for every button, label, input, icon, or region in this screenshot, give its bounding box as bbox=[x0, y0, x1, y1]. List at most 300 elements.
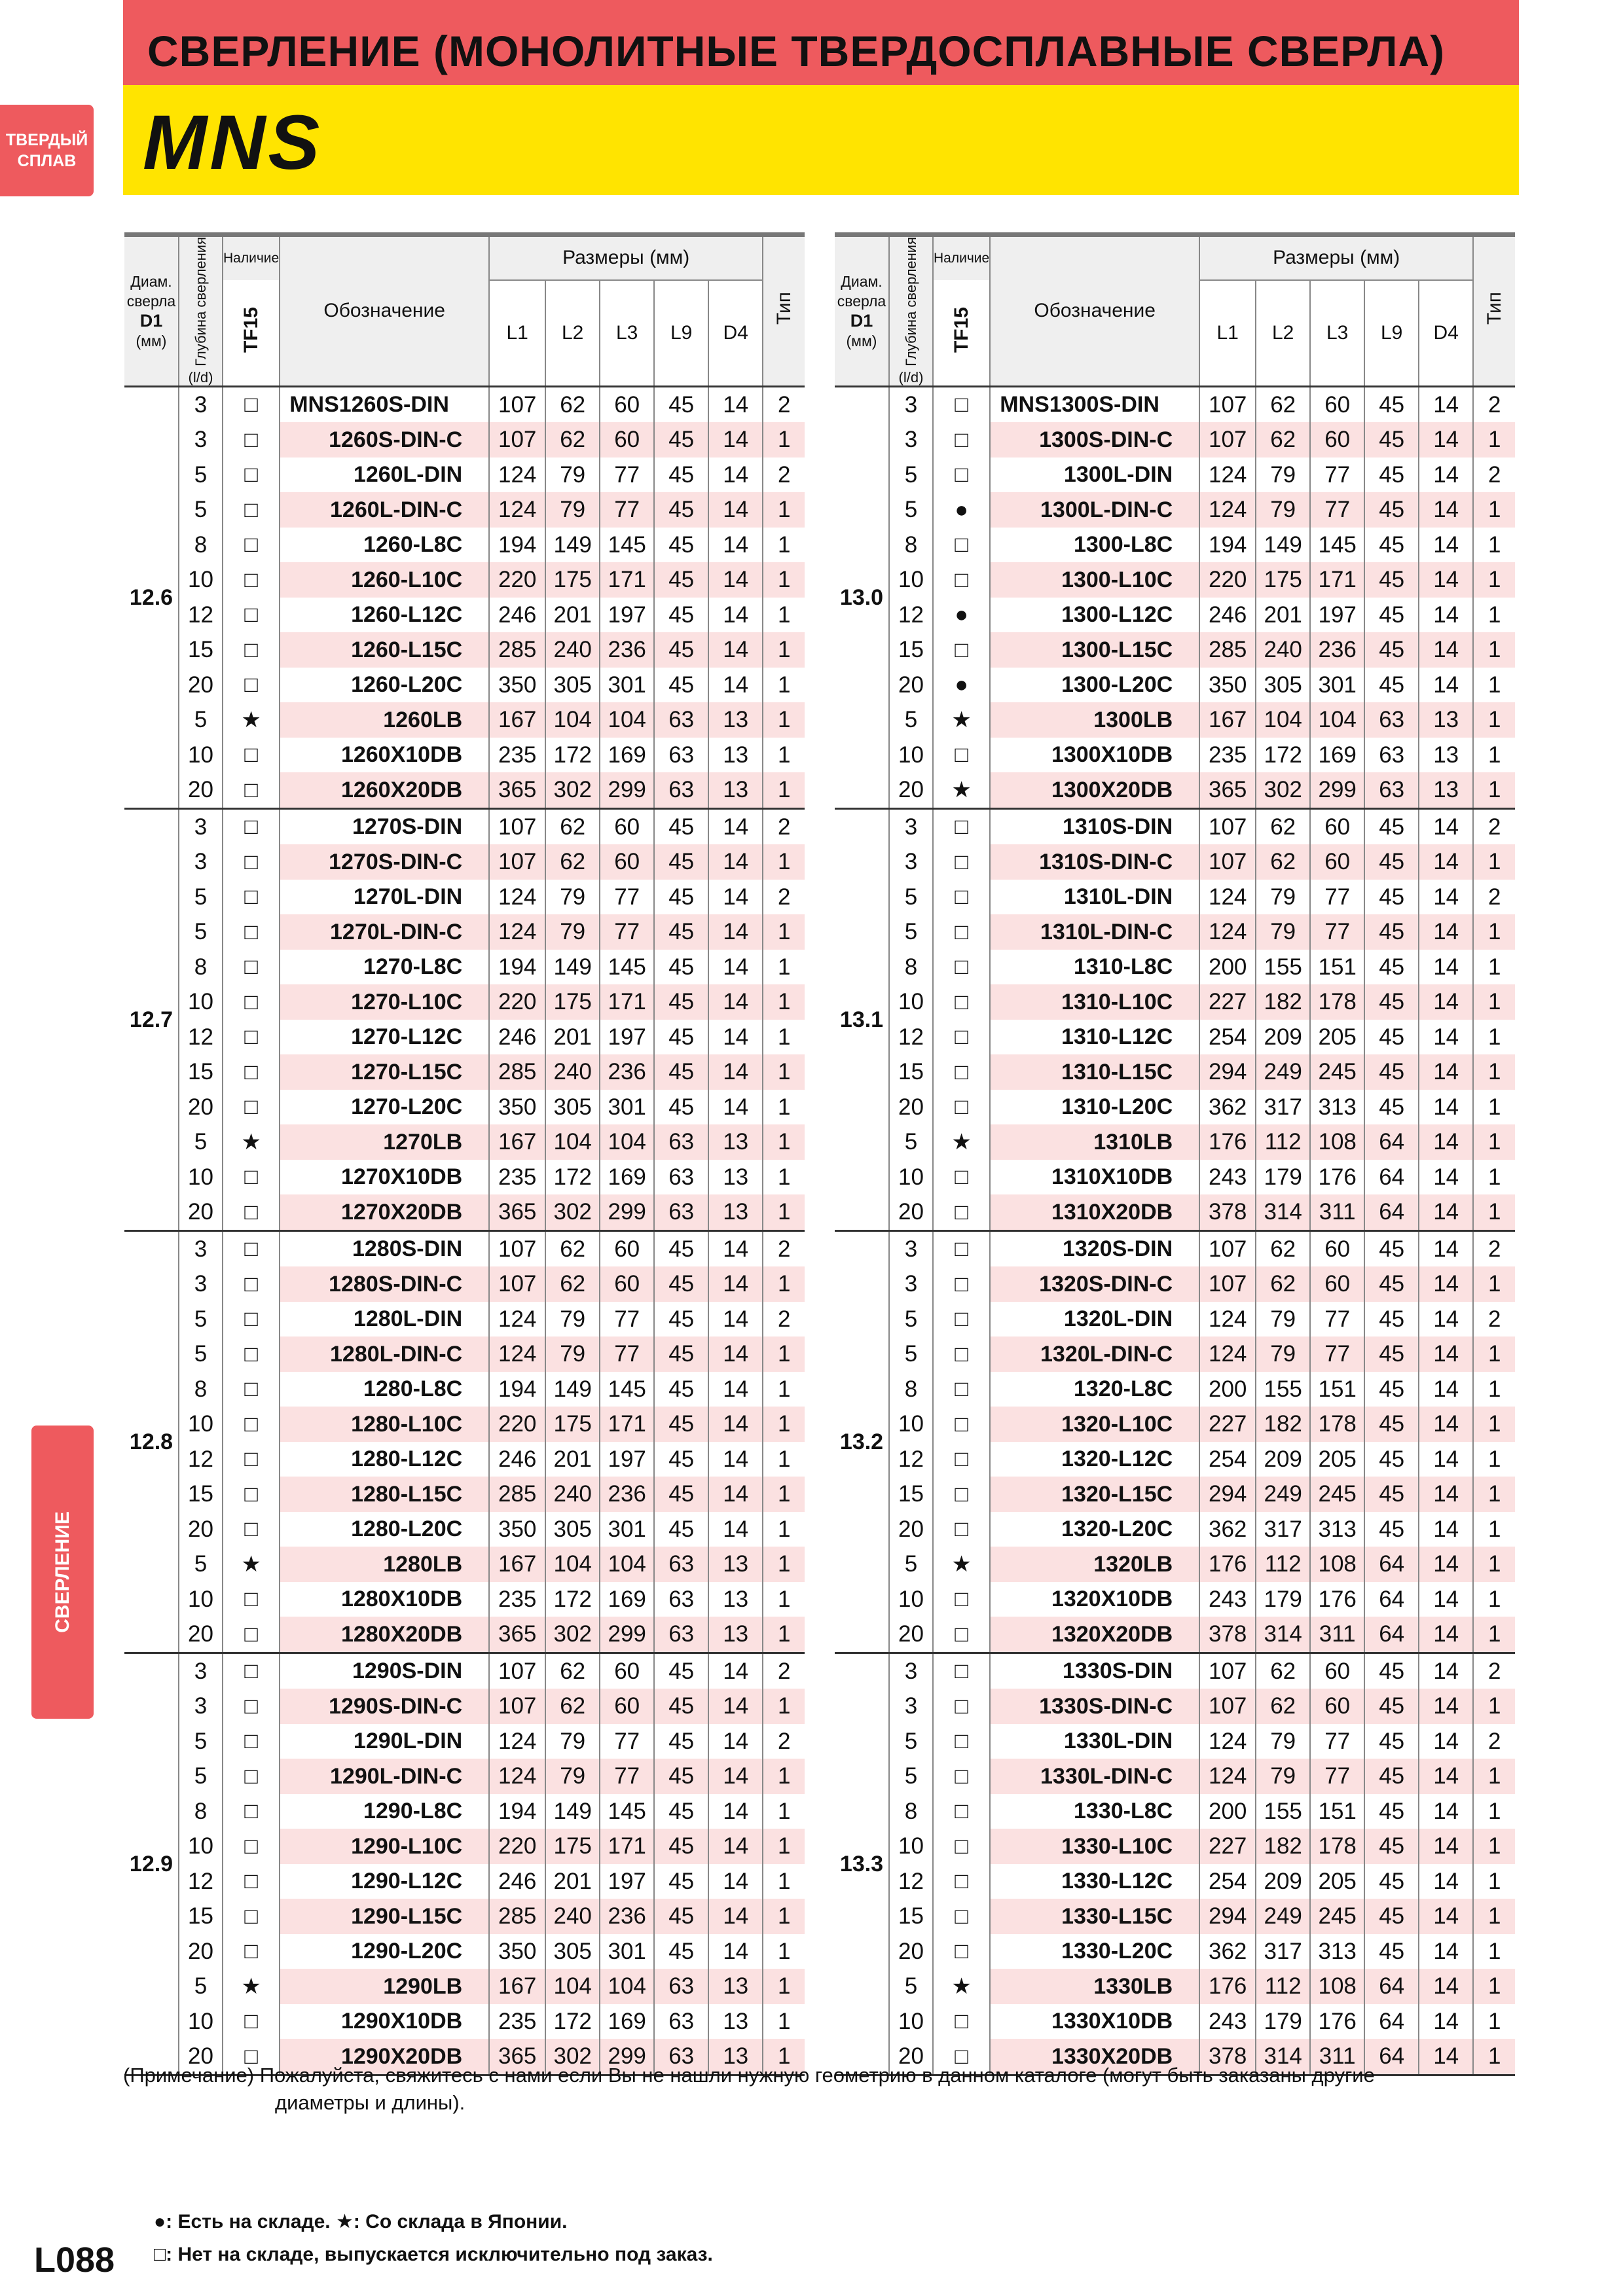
D4-cell: 14 bbox=[708, 1653, 763, 1689]
designation-cell: 1280-L8C bbox=[280, 1372, 489, 1407]
L2-cell: 62 bbox=[545, 1266, 600, 1302]
availability-cell: □ bbox=[933, 1336, 990, 1372]
L2-cell: 240 bbox=[545, 1899, 600, 1934]
depth-cell: 20 bbox=[889, 772, 933, 808]
diameter-cell: 13.1 bbox=[835, 808, 889, 1230]
type-cell: 1 bbox=[1473, 1829, 1515, 1864]
L3-cell: 313 bbox=[1310, 1090, 1364, 1125]
L2-cell: 314 bbox=[1256, 1194, 1310, 1230]
L2-cell: 209 bbox=[1256, 1864, 1310, 1899]
type-cell: 1 bbox=[1473, 1090, 1515, 1125]
L1-cell: 220 bbox=[1199, 562, 1256, 598]
D4-cell: 13 bbox=[1433, 742, 1459, 768]
L1-cell: 107 bbox=[1199, 386, 1256, 422]
D4-cell: 14 bbox=[723, 1868, 749, 1894]
depth-cell: 5 bbox=[889, 1547, 933, 1582]
L3-cell: 169 bbox=[600, 2004, 654, 2039]
D4-cell: 14 bbox=[723, 1376, 749, 1402]
D4-cell: 14 bbox=[1433, 1868, 1459, 1894]
table-row bbox=[124, 1442, 805, 1477]
D4-cell: 14 bbox=[1433, 1446, 1459, 1472]
L2-cell: 62 bbox=[545, 1230, 600, 1266]
L2-cell: 62 bbox=[1256, 808, 1310, 844]
availability-cell: □ bbox=[933, 1407, 990, 1442]
L1-cell: 124 bbox=[489, 492, 545, 528]
L3-cell: 245 bbox=[1310, 1477, 1364, 1512]
depth-cell: 3 bbox=[889, 1653, 933, 1689]
L2-cell: 79 bbox=[545, 492, 600, 528]
L2-cell: 172 bbox=[545, 2004, 600, 2039]
D4-cell: 14 bbox=[1433, 1798, 1459, 1824]
L2-cell: 179 bbox=[1256, 2004, 1310, 2039]
availability-cell: □ bbox=[933, 1759, 990, 1794]
depth-cell: 10 bbox=[179, 1582, 223, 1617]
L2-cell: 305 bbox=[545, 1934, 600, 1969]
designation-cell: 1280-L10C bbox=[280, 1407, 489, 1442]
L9-cell: 45 bbox=[654, 598, 708, 633]
table-row bbox=[124, 1759, 805, 1794]
type-cell: 1 bbox=[763, 1759, 805, 1794]
col-diameter bbox=[835, 235, 889, 387]
L2-cell: 62 bbox=[545, 386, 600, 422]
L9-cell: 45 bbox=[1364, 598, 1419, 633]
availability-cell: □ bbox=[223, 738, 280, 773]
designation-cell: 1300X20DB bbox=[990, 772, 1199, 808]
type-cell: 1 bbox=[763, 1442, 805, 1477]
L3-cell: 169 bbox=[600, 1160, 654, 1195]
depth-cell: 8 bbox=[179, 1372, 223, 1407]
availability-cell: □ bbox=[933, 1194, 990, 1230]
type-cell: 1 bbox=[763, 1054, 805, 1090]
L3-cell: 245 bbox=[1310, 1054, 1364, 1090]
col-type-label: Тип bbox=[1483, 292, 1505, 325]
L9-cell: 45 bbox=[654, 1653, 708, 1689]
col-depth bbox=[179, 235, 223, 387]
availability-cell: □ bbox=[933, 2039, 990, 2075]
L2-cell: 62 bbox=[545, 844, 600, 880]
side-tab-section[interactable] bbox=[31, 1426, 94, 1719]
L3-cell: 145 bbox=[600, 528, 654, 563]
depth-cell: 10 bbox=[889, 562, 933, 598]
designation-cell: 1330L-DIN-C bbox=[990, 1759, 1199, 1794]
L9-cell: 45 bbox=[654, 1336, 708, 1372]
D4-cell: 14 bbox=[708, 492, 763, 528]
availability-cell: □ bbox=[933, 1302, 990, 1337]
type-cell: 1 bbox=[763, 1582, 805, 1617]
col-L2 bbox=[1256, 280, 1310, 387]
L2-cell: 149 bbox=[545, 950, 600, 985]
table-row bbox=[124, 808, 805, 844]
depth-cell: 8 bbox=[179, 528, 223, 563]
table-row bbox=[124, 422, 805, 457]
L2-cell: 302 bbox=[545, 1194, 600, 1230]
D4-cell: 14 bbox=[723, 1306, 749, 1332]
type-cell: 1 bbox=[1473, 1582, 1515, 1617]
L2-cell: 209 bbox=[1256, 1442, 1310, 1477]
depth-cell: 10 bbox=[889, 2004, 933, 2039]
D4-cell: 14 bbox=[1433, 391, 1459, 418]
table-row bbox=[124, 1582, 805, 1617]
L9-cell: 63 bbox=[654, 1969, 708, 2004]
L1-cell: 107 bbox=[489, 1266, 545, 1302]
type-cell: 1 bbox=[763, 1160, 805, 1195]
L9-cell: 45 bbox=[1364, 1512, 1419, 1547]
L9-cell: 45 bbox=[1364, 1864, 1419, 1899]
L2-cell: 302 bbox=[545, 2039, 600, 2075]
L9-cell: 45 bbox=[654, 1054, 708, 1090]
depth-cell: 5 bbox=[179, 1336, 223, 1372]
type-cell: 1 bbox=[763, 1020, 805, 1055]
D4-cell: 14 bbox=[1433, 601, 1459, 628]
L1-cell: 365 bbox=[1199, 772, 1256, 808]
L3-cell: 151 bbox=[1310, 1794, 1364, 1829]
D4-cell: 13 bbox=[723, 1586, 749, 1612]
L2-cell: 249 bbox=[1256, 1054, 1310, 1090]
D4-cell: 14 bbox=[708, 422, 763, 457]
type-cell: 1 bbox=[763, 914, 805, 950]
L1-cell: 227 bbox=[1199, 1407, 1256, 1442]
designation-cell: 1260S-DIN-C bbox=[280, 422, 489, 457]
type-cell: 1 bbox=[1473, 1266, 1515, 1302]
designation-cell: 1330-L8C bbox=[990, 1794, 1199, 1829]
type-cell: 1 bbox=[763, 422, 805, 457]
L3-cell: 299 bbox=[600, 2039, 654, 2075]
availability-cell: □ bbox=[223, 1864, 280, 1899]
D4-cell: 14 bbox=[1419, 1969, 1473, 2004]
depth-cell: 20 bbox=[179, 1194, 223, 1230]
depth-cell: 5 bbox=[889, 457, 933, 493]
L3-cell: 197 bbox=[600, 1442, 654, 1477]
D4-cell: 14 bbox=[1419, 1477, 1473, 1512]
availability-cell: □ bbox=[933, 1477, 990, 1512]
type-cell: 1 bbox=[763, 528, 805, 563]
L3-cell: 301 bbox=[600, 1512, 654, 1547]
type-cell: 1 bbox=[763, 1194, 805, 1230]
L2-cell: 79 bbox=[1256, 880, 1310, 915]
L2-cell: 201 bbox=[545, 1442, 600, 1477]
L1-cell: 227 bbox=[1199, 1829, 1256, 1864]
L9-cell: 45 bbox=[1364, 528, 1419, 563]
col-L9-label: L9 bbox=[1381, 321, 1403, 344]
L3-cell: 77 bbox=[600, 880, 654, 915]
designation-cell: 1270LB bbox=[280, 1124, 489, 1160]
availability-cell: □ bbox=[933, 1864, 990, 1899]
type-cell: 1 bbox=[1473, 632, 1515, 668]
type-cell: 1 bbox=[1473, 598, 1515, 633]
L1-cell: 194 bbox=[489, 1794, 545, 1829]
table-row bbox=[124, 1372, 805, 1407]
L3-cell: 60 bbox=[1310, 1266, 1364, 1302]
availability-cell: □ bbox=[933, 528, 990, 563]
designation-cell: MNS1260S-DIN bbox=[280, 386, 489, 422]
designation-cell: 1300L-DIN-C bbox=[990, 492, 1199, 528]
designation-cell: 1320S-DIN bbox=[990, 1230, 1199, 1266]
availability-cell: □ bbox=[223, 1512, 280, 1547]
D4-cell: 14 bbox=[1419, 984, 1473, 1020]
L3-cell: 145 bbox=[1310, 528, 1364, 563]
designation-cell: 1260-L12C bbox=[280, 598, 489, 633]
L9-cell: 45 bbox=[1364, 914, 1419, 950]
L1-cell: 124 bbox=[489, 1724, 545, 1759]
type-cell: 1 bbox=[1473, 1864, 1515, 1899]
designation-cell: 1270-L20C bbox=[280, 1090, 489, 1125]
L2-cell: 149 bbox=[545, 528, 600, 563]
availability-cell: □ bbox=[933, 1934, 990, 1969]
designation-cell: 1260X10DB bbox=[280, 738, 489, 773]
table-row bbox=[124, 772, 805, 808]
D4-cell: 14 bbox=[1419, 1194, 1473, 1230]
L3-cell: 77 bbox=[600, 1302, 654, 1337]
designation-cell: 1320L-DIN bbox=[990, 1302, 1199, 1337]
D4-cell: 14 bbox=[708, 984, 763, 1020]
designation-cell: 1310LB bbox=[990, 1124, 1199, 1160]
L1-cell: 194 bbox=[489, 950, 545, 985]
availability-cell: □ bbox=[223, 1724, 280, 1759]
designation-cell: 1310S-DIN bbox=[990, 808, 1199, 844]
D4-cell: 14 bbox=[1419, 1653, 1473, 1689]
D4-cell: 14 bbox=[1433, 2008, 1459, 2034]
table-row bbox=[835, 386, 1515, 422]
L3-cell: 145 bbox=[600, 1372, 654, 1407]
availability-cell: □ bbox=[933, 984, 990, 1020]
availability-cell: □ bbox=[223, 457, 280, 493]
L3-cell: 197 bbox=[600, 1020, 654, 1055]
designation-cell: 1310X20DB bbox=[990, 1194, 1199, 1230]
L2-cell: 175 bbox=[545, 562, 600, 598]
depth-cell: 8 bbox=[179, 1794, 223, 1829]
L1-cell: 167 bbox=[1199, 702, 1256, 738]
table-row bbox=[124, 457, 805, 493]
designation-cell: 1310-L8C bbox=[990, 950, 1199, 985]
D4-cell: 14 bbox=[708, 808, 763, 844]
L9-cell: 45 bbox=[1364, 1689, 1419, 1724]
D4-cell: 14 bbox=[1433, 461, 1459, 488]
L2-cell: 62 bbox=[1256, 1689, 1310, 1724]
L9-cell: 45 bbox=[654, 1020, 708, 1055]
D4-cell: 14 bbox=[1433, 1024, 1459, 1050]
col-grade-label: TF15 bbox=[950, 307, 972, 353]
L9-cell: 45 bbox=[1364, 1230, 1419, 1266]
type-cell: 2 bbox=[1473, 457, 1515, 493]
L2-cell: 62 bbox=[545, 1689, 600, 1724]
availability-cell: □ bbox=[933, 950, 990, 985]
designation-cell: 1330X20DB bbox=[990, 2039, 1199, 2075]
table-row bbox=[835, 457, 1515, 493]
table-row bbox=[124, 1724, 805, 1759]
D4-cell: 14 bbox=[708, 632, 763, 668]
designation-cell: 1290S-DIN bbox=[280, 1653, 489, 1689]
L3-cell: 301 bbox=[600, 1090, 654, 1125]
L1-cell: 285 bbox=[489, 1477, 545, 1512]
D4-cell: 14 bbox=[723, 1938, 749, 1964]
availability-cell: ★ bbox=[223, 1547, 280, 1582]
depth-cell: 10 bbox=[889, 1407, 933, 1442]
D4-cell: 14 bbox=[1419, 422, 1473, 457]
designation-cell: 1310-L20C bbox=[990, 1090, 1199, 1125]
L1-cell: 124 bbox=[1199, 880, 1256, 915]
table-row bbox=[124, 1477, 805, 1512]
designation-cell: 1320-L15C bbox=[990, 1477, 1199, 1512]
col-availability: Наличие bbox=[933, 235, 990, 280]
L1-cell: 107 bbox=[489, 386, 545, 422]
L9-cell: 45 bbox=[654, 1794, 708, 1829]
col-designation: Обозначение bbox=[990, 235, 1199, 387]
D4-cell: 14 bbox=[723, 1446, 749, 1472]
D4-cell: 14 bbox=[1433, 531, 1459, 558]
availability-cell: ★ bbox=[933, 1969, 990, 2004]
col-L9 bbox=[1364, 280, 1419, 387]
table-row bbox=[835, 1512, 1515, 1547]
designation-cell: 1290X20DB bbox=[280, 2039, 489, 2075]
L9-cell: 63 bbox=[654, 1547, 708, 1582]
L9-cell: 45 bbox=[1364, 880, 1419, 915]
table-row bbox=[835, 1372, 1515, 1407]
L9-cell: 63 bbox=[654, 2004, 708, 2039]
designation-cell: 1310S-DIN-C bbox=[990, 844, 1199, 880]
L1-cell: 365 bbox=[489, 772, 545, 808]
D4-cell: 14 bbox=[723, 1516, 749, 1542]
type-cell: 1 bbox=[763, 702, 805, 738]
depth-cell: 10 bbox=[889, 1829, 933, 1864]
type-cell: 1 bbox=[763, 1794, 805, 1829]
type-cell: 1 bbox=[1473, 1124, 1515, 1160]
col-grade-label: TF15 bbox=[240, 307, 262, 353]
type-cell: 1 bbox=[763, 2039, 805, 2075]
depth-cell: 5 bbox=[889, 1302, 933, 1337]
col-L2-label: L2 bbox=[562, 321, 584, 344]
L3-cell: 301 bbox=[1310, 668, 1364, 703]
designation-cell: 1290LB bbox=[280, 1969, 489, 2004]
col-depth-label: Глубина сверления bbox=[192, 237, 209, 367]
D4-cell: 13 bbox=[708, 1547, 763, 1582]
availability-cell: □ bbox=[223, 1899, 280, 1934]
D4-cell: 14 bbox=[723, 1094, 749, 1120]
L9-cell: 45 bbox=[1364, 1054, 1419, 1090]
type-cell: 1 bbox=[1473, 772, 1515, 808]
L2-cell: 79 bbox=[1256, 457, 1310, 493]
L2-cell: 182 bbox=[1256, 984, 1310, 1020]
col-D4 bbox=[1419, 280, 1473, 387]
L3-cell: 60 bbox=[600, 844, 654, 880]
table-row bbox=[835, 1617, 1515, 1653]
D4-cell: 14 bbox=[1433, 1938, 1459, 1964]
table-row bbox=[124, 738, 805, 773]
table-row bbox=[124, 1054, 805, 1090]
table-row bbox=[835, 1477, 1515, 1512]
D4-cell: 14 bbox=[723, 531, 749, 558]
L1-cell: 124 bbox=[1199, 914, 1256, 950]
L3-cell: 176 bbox=[1310, 2004, 1364, 2039]
availability-cell: □ bbox=[223, 1794, 280, 1829]
L1-cell: 246 bbox=[489, 598, 545, 633]
L1-cell: 243 bbox=[1199, 1582, 1256, 1617]
L3-cell: 104 bbox=[1310, 702, 1364, 738]
L2-cell: 79 bbox=[545, 457, 600, 493]
depth-cell: 12 bbox=[889, 1020, 933, 1055]
designation-cell: 1270L-DIN-C bbox=[280, 914, 489, 950]
depth-cell: 12 bbox=[179, 598, 223, 633]
L1-cell: 362 bbox=[1199, 1090, 1256, 1125]
depth-cell: 3 bbox=[889, 808, 933, 844]
legend bbox=[154, 2206, 713, 2271]
L9-cell: 45 bbox=[1364, 457, 1419, 493]
table-row bbox=[124, 880, 805, 915]
designation-cell: 1320X20DB bbox=[990, 1617, 1199, 1653]
col-L3-label: L3 bbox=[616, 321, 638, 344]
L2-cell: 79 bbox=[1256, 914, 1310, 950]
col-type bbox=[1473, 235, 1515, 387]
designation-cell: 1290-L8C bbox=[280, 1794, 489, 1829]
L2-cell: 79 bbox=[1256, 1302, 1310, 1337]
D4-cell: 14 bbox=[708, 914, 763, 950]
L1-cell: 107 bbox=[1199, 1230, 1256, 1266]
depth-cell: 10 bbox=[179, 562, 223, 598]
D4-cell: 14 bbox=[1433, 1094, 1459, 1120]
type-cell: 2 bbox=[1473, 386, 1515, 422]
availability-cell: □ bbox=[223, 1336, 280, 1372]
D4-cell: 13 bbox=[708, 1617, 763, 1653]
L1-cell: 235 bbox=[489, 2004, 545, 2039]
L2-cell: 79 bbox=[545, 880, 600, 915]
type-cell: 1 bbox=[1473, 1054, 1515, 1090]
L9-cell: 45 bbox=[654, 1512, 708, 1547]
L9-cell: 45 bbox=[654, 1372, 708, 1407]
designation-cell: 1330LB bbox=[990, 1969, 1199, 2004]
availability-cell: □ bbox=[223, 1160, 280, 1195]
type-cell: 1 bbox=[1473, 1407, 1515, 1442]
L3-cell: 171 bbox=[600, 984, 654, 1020]
type-cell: 1 bbox=[763, 1547, 805, 1582]
L3-cell: 197 bbox=[1310, 598, 1364, 633]
L1-cell: 235 bbox=[489, 1160, 545, 1195]
depth-cell: 8 bbox=[889, 528, 933, 563]
L3-cell: 60 bbox=[600, 808, 654, 844]
availability-cell: ★ bbox=[933, 1547, 990, 1582]
type-cell: 1 bbox=[763, 1969, 805, 2004]
designation-cell: 1290L-DIN-C bbox=[280, 1759, 489, 1794]
col-grade bbox=[223, 280, 280, 387]
table-row bbox=[124, 1160, 805, 1195]
table-row bbox=[835, 668, 1515, 703]
col-dimensions: Размеры (мм) bbox=[489, 235, 763, 280]
availability-cell: □ bbox=[933, 632, 990, 668]
side-tab-material[interactable] bbox=[0, 105, 94, 196]
designation-cell: 1310X10DB bbox=[990, 1160, 1199, 1195]
designation-cell: 1260-L10C bbox=[280, 562, 489, 598]
L9-cell: 64 bbox=[1364, 2039, 1419, 2075]
D4-cell: 14 bbox=[1433, 954, 1459, 980]
availability-cell: □ bbox=[933, 1689, 990, 1724]
L1-cell: 220 bbox=[489, 1407, 545, 1442]
type-cell: 1 bbox=[1473, 950, 1515, 985]
D4-cell: 14 bbox=[1419, 1689, 1473, 1724]
L1-cell: 362 bbox=[1199, 1512, 1256, 1547]
brand-logo: MNS bbox=[143, 99, 323, 186]
type-cell: 1 bbox=[763, 738, 805, 773]
D4-cell: 14 bbox=[1419, 1407, 1473, 1442]
L9-cell: 45 bbox=[1364, 808, 1419, 844]
depth-cell: 3 bbox=[179, 844, 223, 880]
L3-cell: 176 bbox=[1310, 1160, 1364, 1195]
table-row bbox=[835, 1124, 1515, 1160]
designation-cell: 1330-L20C bbox=[990, 1934, 1199, 1969]
L3-cell: 299 bbox=[1310, 772, 1364, 808]
depth-cell: 12 bbox=[179, 1864, 223, 1899]
depth-cell: 3 bbox=[179, 1230, 223, 1266]
L9-cell: 45 bbox=[654, 1899, 708, 1934]
L3-cell: 77 bbox=[1310, 492, 1364, 528]
L9-cell: 45 bbox=[654, 1442, 708, 1477]
